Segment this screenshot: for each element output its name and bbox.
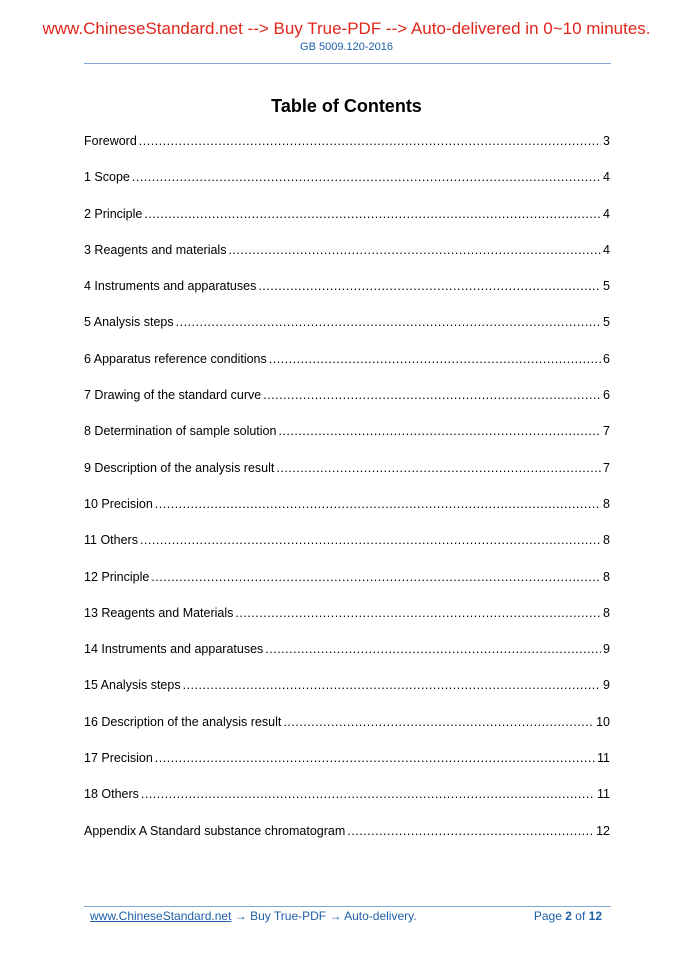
toc-entry-page-number: 11 bbox=[597, 751, 610, 766]
toc-entry-label: 8 Determination of sample solution bbox=[84, 424, 277, 439]
current-page-number: 2 bbox=[565, 909, 572, 923]
toc-dot-leader bbox=[176, 312, 601, 332]
toc-dot-leader bbox=[278, 421, 601, 441]
total-page-count: 12 bbox=[588, 909, 602, 923]
toc-dot-leader bbox=[141, 784, 595, 804]
toc-entry[interactable] bbox=[84, 312, 610, 348]
toc-entry[interactable] bbox=[84, 276, 610, 312]
toc-entry-label: 17 Precision bbox=[84, 751, 153, 766]
toc-entry[interactable] bbox=[84, 494, 610, 530]
toc-entry[interactable] bbox=[84, 421, 610, 457]
toc-dot-leader bbox=[155, 748, 595, 768]
toc-entry-page-number: 10 bbox=[596, 714, 610, 729]
toc-entry-label: 4 Instruments and apparatuses bbox=[84, 279, 257, 294]
toc-entry-page-number: 12 bbox=[596, 823, 610, 838]
footer-promo bbox=[90, 909, 417, 923]
page-title: Table of Contents bbox=[271, 96, 422, 116]
toc-entry-page-number: 8 bbox=[603, 569, 610, 584]
toc-entry[interactable] bbox=[84, 349, 610, 385]
toc-entry[interactable] bbox=[84, 639, 610, 675]
toc-entry-label: 14 Instruments and apparatuses bbox=[84, 642, 264, 657]
toc-entry[interactable] bbox=[84, 131, 610, 167]
toc-entry-page-number: 9 bbox=[603, 678, 610, 693]
header-divider bbox=[84, 63, 611, 64]
toc-entry-label: 12 Principle bbox=[84, 569, 150, 584]
toc-dot-leader bbox=[144, 204, 601, 224]
toc-entry-page-number: 7 bbox=[603, 460, 610, 475]
toc-dot-leader bbox=[139, 131, 601, 151]
toc-dot-leader bbox=[235, 603, 601, 623]
toc-entry[interactable] bbox=[84, 567, 610, 603]
toc-entry-page-number: 9 bbox=[603, 642, 610, 657]
toc-entry-label: 18 Others bbox=[84, 787, 139, 802]
toc-dot-leader bbox=[283, 712, 594, 732]
toc-dot-leader bbox=[263, 385, 601, 405]
toc-entry-label: 16 Description of the analysis result bbox=[84, 714, 282, 729]
toc-dot-leader bbox=[132, 167, 601, 187]
toc-entry[interactable] bbox=[84, 530, 610, 566]
toc-entry[interactable] bbox=[84, 784, 610, 820]
footer-divider bbox=[84, 906, 611, 907]
toc-entry-page-number: 5 bbox=[603, 279, 610, 294]
toc-entry-label: 6 Apparatus reference conditions bbox=[84, 351, 267, 366]
toc-dot-leader bbox=[155, 494, 601, 514]
toc-entry[interactable] bbox=[84, 167, 610, 203]
page-word: Page bbox=[533, 909, 562, 923]
toc-entry[interactable] bbox=[84, 603, 610, 639]
toc-entry-label: 15 Analysis steps bbox=[84, 678, 181, 693]
toc-dot-leader bbox=[228, 240, 601, 260]
toc-entry[interactable] bbox=[84, 748, 610, 784]
toc-entry[interactable] bbox=[84, 821, 610, 857]
toc-entry-page-number: 4 bbox=[603, 206, 610, 221]
toc-entry-label: 2 Principle bbox=[84, 206, 143, 221]
toc-dot-leader bbox=[347, 821, 594, 841]
of-word: of bbox=[575, 909, 586, 923]
toc-entry[interactable] bbox=[84, 385, 610, 421]
footer-promo-text: → Buy True-PDF → Auto-delivery. bbox=[231, 909, 417, 923]
toc-entry-page-number: 7 bbox=[603, 424, 610, 439]
toc-dot-leader bbox=[183, 675, 601, 695]
toc-entry-label: Appendix A Standard substance chromatogram bbox=[84, 823, 346, 838]
toc-dot-leader bbox=[151, 567, 601, 587]
toc-entry-page-number: 8 bbox=[603, 496, 610, 511]
toc-entry-label: Foreword bbox=[84, 134, 137, 148]
page-indicator bbox=[534, 909, 602, 923]
toc-dot-leader bbox=[265, 639, 601, 659]
toc-entry-page-number: 4 bbox=[603, 242, 610, 257]
toc-entry[interactable] bbox=[84, 240, 610, 276]
toc-entry-label: 10 Precision bbox=[84, 496, 153, 511]
toc-entry-page-number: 8 bbox=[603, 605, 610, 620]
toc-dot-leader bbox=[276, 458, 601, 478]
toc-entry-label: 5 Analysis steps bbox=[84, 315, 174, 330]
toc-entry[interactable] bbox=[84, 204, 610, 240]
toc-entry[interactable] bbox=[84, 712, 610, 748]
toc-dot-leader bbox=[258, 276, 601, 296]
footer-site-link[interactable]: www.ChineseStandard.net bbox=[90, 909, 232, 923]
toc-entry-label: 7 Drawing of the standard curve bbox=[84, 388, 262, 403]
toc-entry-label: 11 Others bbox=[84, 533, 138, 548]
toc-entry[interactable] bbox=[84, 458, 610, 494]
toc-entry-page-number: 6 bbox=[603, 351, 610, 366]
toc-entry-page-number: 6 bbox=[603, 388, 610, 403]
toc-entry-label: 1 Scope bbox=[84, 170, 130, 185]
toc-entry-page-number: 5 bbox=[603, 315, 610, 330]
toc-entry-page-number: 11 bbox=[597, 787, 610, 802]
table-of-contents bbox=[84, 131, 610, 857]
toc-entry-label: 9 Description of the analysis result bbox=[84, 460, 275, 475]
toc-entry[interactable] bbox=[84, 675, 610, 711]
toc-entry-label: 3 Reagents and materials bbox=[84, 242, 227, 257]
document-id: GB 5009.120-2016 bbox=[300, 41, 393, 53]
header-banner[interactable]: www.ChineseStandard.net --> Buy True-PDF --> Auto-delivered in 0~10 minutes. bbox=[42, 19, 651, 38]
toc-entry-label: 13 Reagents and Materials bbox=[84, 605, 234, 620]
toc-dot-leader bbox=[269, 349, 601, 369]
toc-entry-page-number: 4 bbox=[603, 170, 610, 185]
toc-dot-leader bbox=[140, 530, 601, 550]
toc-entry-page-number: 3 bbox=[603, 134, 610, 148]
toc-entry-page-number: 8 bbox=[603, 533, 610, 548]
